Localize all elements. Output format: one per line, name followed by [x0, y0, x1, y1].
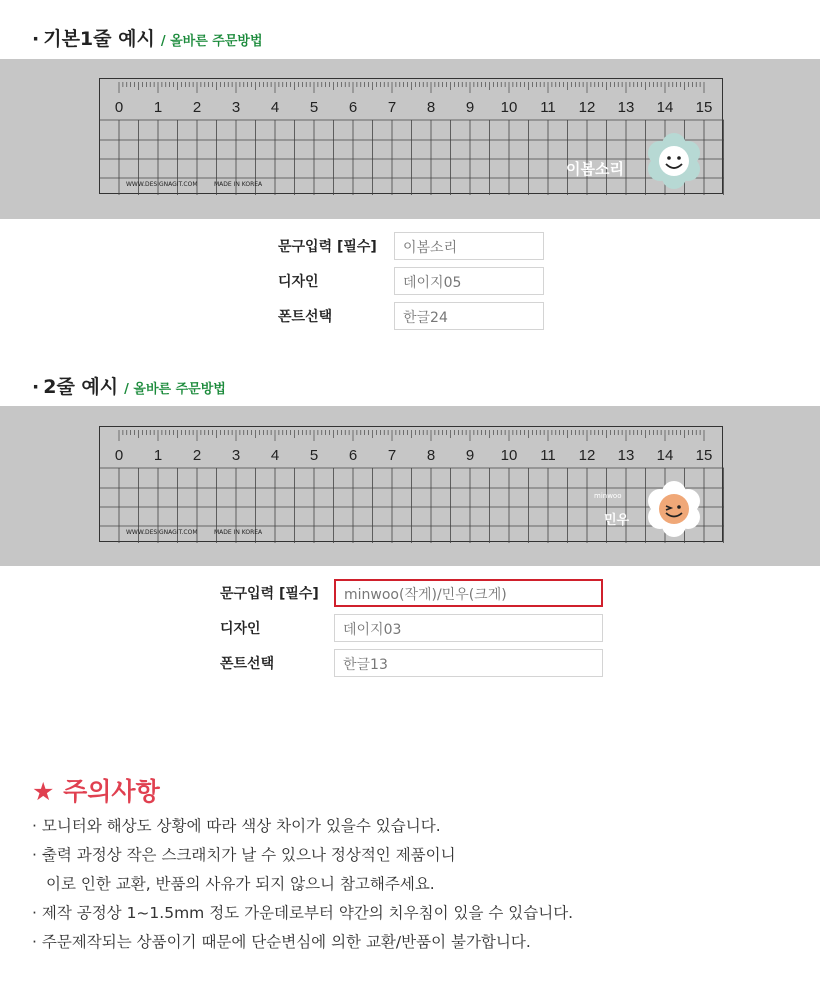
bullet-dot: ·: [32, 376, 40, 398]
section1-ruler: [99, 78, 723, 194]
form-label: 문구입력 [필수]: [278, 239, 377, 255]
notice-title: ★ 주의사항: [32, 777, 160, 806]
section2-ruler-band: [0, 406, 820, 566]
design-select-field[interactable]: 데이지05: [394, 267, 544, 295]
ruler-number: 1: [153, 447, 163, 464]
text-input-field[interactable]: minwoo(작게)/민우(크게): [334, 579, 603, 607]
daisy-flower-icon: [644, 479, 704, 539]
section2-ruler: [99, 426, 723, 542]
ruler-number: 8: [426, 99, 436, 116]
ruler-number: 11: [540, 99, 556, 116]
ruler-number: 5: [309, 447, 319, 464]
font-select-field[interactable]: 한글13: [334, 649, 603, 677]
notice-item: · 출력 과정상 작은 스크래치가 날 수 있으나 정상적인 제품이니: [32, 846, 456, 864]
ruler-footer-right: MADE IN KOREA: [214, 529, 263, 536]
form-label: 디자인: [278, 274, 319, 290]
form-label: 폰트선택: [278, 309, 333, 325]
ruler-footer-left: WWW.DESIGNAGIT.COM: [126, 181, 198, 188]
ruler-footer-left: WWW.DESIGNAGIT.COM: [126, 529, 198, 536]
ruler-number: 10: [500, 447, 518, 464]
ruler-footer-right: MADE IN KOREA: [214, 181, 263, 188]
ruler-number: 3: [231, 99, 241, 116]
section1-title: [32, 24, 263, 51]
ruler-number: 6: [348, 99, 358, 116]
ruler-number: 8: [426, 447, 436, 464]
ruler-number: 0: [114, 99, 124, 116]
form-label: 문구입력 [필수]: [220, 586, 319, 602]
ruler-number: 4: [270, 447, 280, 464]
ruler-number: 5: [309, 99, 319, 116]
ruler-scale: [100, 79, 724, 195]
ruler-number: 2: [192, 447, 202, 464]
ruler-number: 6: [348, 447, 358, 464]
ruler-number: 10: [500, 99, 518, 116]
ruler-number: 7: [387, 99, 397, 116]
ruler-number: 2: [192, 99, 202, 116]
font-select-field[interactable]: 한글24: [394, 302, 544, 330]
section2-title: [32, 372, 226, 399]
ruler-number: 14: [656, 99, 674, 116]
section2-title-text: 2줄 예시: [43, 376, 119, 398]
ruler-label-text: 민우: [604, 513, 630, 528]
text-input-field[interactable]: 이봄소리: [394, 232, 544, 260]
ruler-number: 3: [231, 447, 241, 464]
ruler-number: 13: [617, 99, 635, 116]
ruler-number: 9: [465, 447, 475, 464]
ruler-number: 14: [656, 447, 674, 464]
ruler-number: 4: [270, 99, 280, 116]
design-select-field[interactable]: 데이지03: [334, 614, 603, 642]
ruler-label-text: 이봄소리: [566, 160, 624, 178]
ruler-number: 15: [695, 99, 713, 116]
ruler-scale: [100, 427, 724, 543]
form-label: 폰트선택: [220, 656, 275, 672]
notice-item: · 주문제작되는 상품이기 때문에 단순변심에 의한 교환/반품이 불가합니다.: [32, 933, 531, 951]
ruler-number: 7: [387, 447, 397, 464]
ruler-number: 13: [617, 447, 635, 464]
notice-list: [32, 812, 792, 957]
daisy-flower-icon: [644, 131, 704, 191]
form-label: 디자인: [220, 621, 261, 637]
bullet-dot: ·: [32, 28, 40, 50]
section1-title-text: 기본1줄 예시: [43, 28, 155, 50]
ruler-number: 12: [578, 99, 596, 116]
section1-ruler-band: [0, 59, 820, 219]
notice-item: · 제작 공정상 1~1.5mm 정도 가운데로부터 약간의 치우침이 있을 수 있습니다.: [32, 904, 574, 922]
ruler-number: 0: [114, 447, 124, 464]
ruler-number: 15: [695, 447, 713, 464]
ruler-number: 11: [540, 447, 556, 464]
ruler-number: 12: [578, 447, 596, 464]
notice-item: 이로 인한 교환, 반품의 사유가 되지 않으니 참고해주세요.: [46, 875, 435, 893]
notice-item: · 모니터와 해상도 상황에 따라 색상 차이가 있을수 있습니다.: [32, 817, 441, 835]
ruler-label-small: minwoo: [594, 492, 622, 500]
ruler-number: 1: [153, 99, 163, 116]
section1-subtitle: / 올바른 주문방법: [160, 34, 263, 49]
section2-subtitle: / 올바른 주문방법: [124, 382, 226, 397]
ruler-number: 9: [465, 99, 475, 116]
